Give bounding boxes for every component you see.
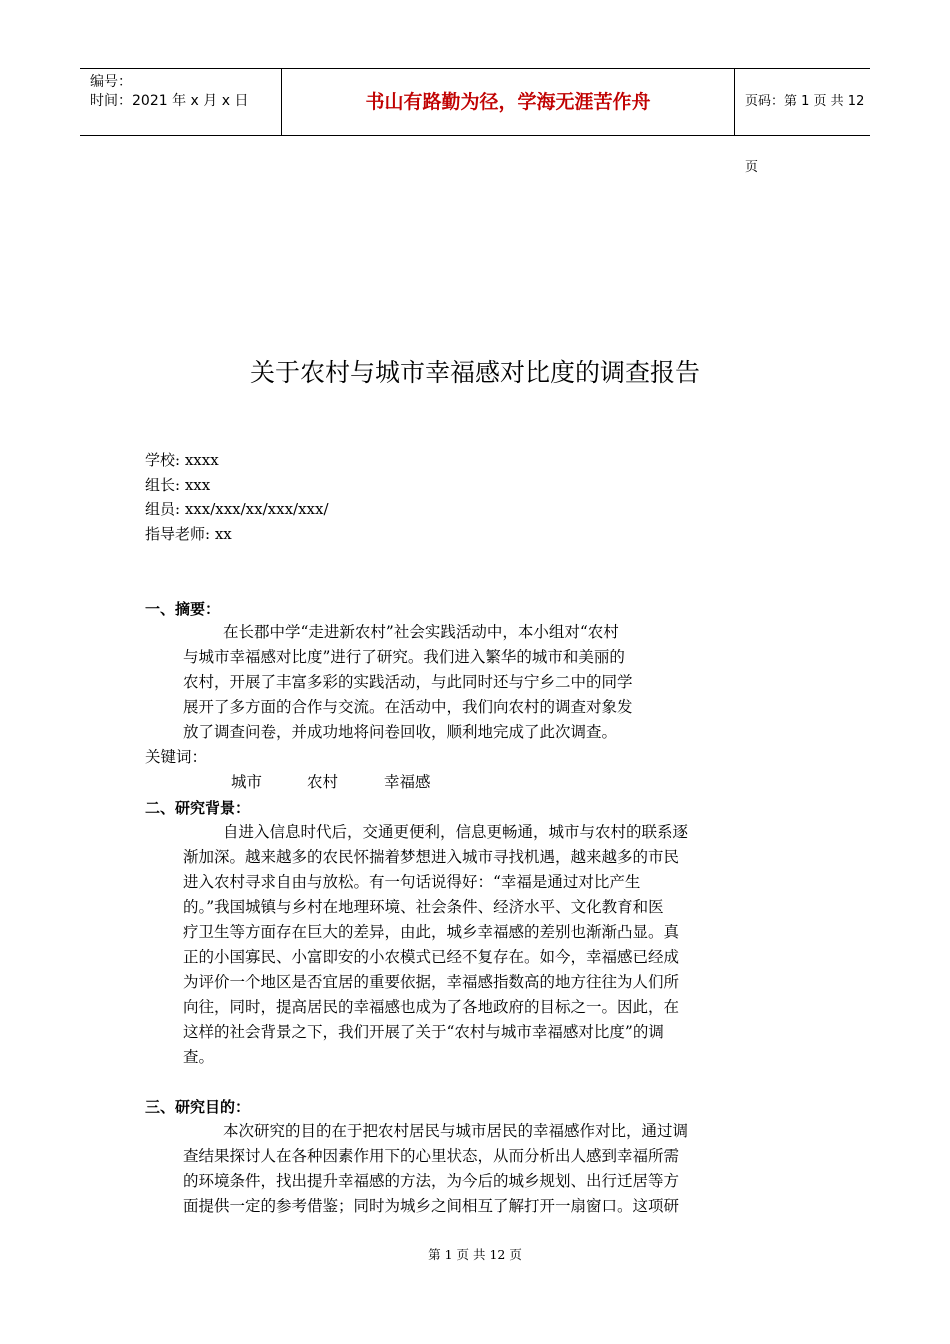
background-heading: 二、研究背景： — [145, 799, 251, 817]
keywords-label: 关键词： — [145, 748, 208, 766]
background-line: 自进入信息时代后，交通更便利，信息更畅通，城市与农村的联系逐 — [223, 823, 689, 841]
page-header — [80, 68, 870, 175]
author-info — [145, 448, 329, 546]
background-line: 的。”我国城镇与乡村在地理环境、社会条件、经济水平、文化教育和医 — [183, 898, 664, 916]
background-line: 进入农村寻求自由与放松。有一句话说得好：“幸福是通过对比产生 — [183, 873, 641, 891]
purpose-line: 面提供一定的参考借鉴；同时为城乡之间相互了解打开一扇窗口。这项研 — [183, 1197, 680, 1215]
school-line: 学校: xxxx — [145, 451, 219, 469]
leader-line: 组长: xxx — [145, 475, 211, 494]
header-left-cell — [80, 69, 281, 135]
header-number-label: 编号： — [90, 74, 132, 90]
background-line: 为评价一个地区是否宜居的重要依据，幸福感指数高的地方往往为人们所 — [183, 973, 680, 991]
purpose-line: 查结果探讨人在各种因素作用下的心里状态，从而分析出人感到幸福所需 — [183, 1147, 680, 1165]
abstract-line: 与城市幸福感对比度”进行了研究。我们进入繁华的城市和美丽的 — [183, 648, 625, 666]
keyword-item: 幸福感 — [384, 773, 431, 791]
abstract-line: 在长郡中学“走进新农村”社会实践活动中，本小组对“农村 — [223, 623, 619, 641]
background-line: 渐加深。越来越多的农民怀揣着梦想进入城市寻找机遇，越来越多的市民 — [183, 848, 680, 866]
background-line: 正的小国寡民、小富即安的小农模式已经不复存在。如今，幸福感已经成 — [183, 948, 680, 966]
header-time-label: 时间：2021 年 x 月 x 日 — [90, 93, 249, 109]
teacher-line: 指导老师: xx — [145, 524, 232, 543]
abstract-line: 农村，开展了丰富多彩的实践活动，与此同时还与宁乡二中的同学 — [183, 673, 633, 691]
header-motto: 书山有路勤为径，学海无涯苦作舟 — [281, 69, 735, 135]
abstract-paragraph — [183, 620, 633, 745]
abstract-line: 放了调查问卷，并成功地将问卷回收，顺利地完成了此次调查。 — [183, 723, 618, 741]
page-footer: 第 1 页 共 12 页 — [428, 1247, 522, 1262]
abstract-line: 展开了多方面的合作与交流。在活动中，我们向农村的调查对象发 — [183, 698, 633, 716]
members-line: 组员: xxx/xxx/xx/xxx/xxx/ — [145, 500, 329, 518]
background-line: 查。 — [183, 1048, 215, 1066]
background-paragraph — [183, 820, 688, 1070]
keyword-item: 城市 — [231, 773, 263, 791]
document-title: 关于农村与城市幸福感对比度的调查报告 — [249, 358, 700, 387]
header-page-info: 页码：第 1 页 共 12 页 — [745, 94, 865, 175]
purpose-line: 的环境条件，找出提升幸福感的方法，为今后的城乡规划、出行迁居等方 — [183, 1172, 680, 1190]
background-line: 这样的社会背景之下，我们开展了关于“农村与城市幸福感对比度”的调 — [183, 1023, 664, 1041]
purpose-heading: 三、研究目的： — [145, 1098, 251, 1116]
background-line: 向往，同时，提高居民的幸福感也成为了各地政府的目标之一。因此，在 — [183, 998, 680, 1016]
abstract-heading: 一、摘要： — [145, 600, 221, 618]
purpose-line: 本次研究的目的在于把农村居民与城市居民的幸福感作对比，通过调 — [223, 1122, 689, 1140]
background-line: 疗卫生等方面存在巨大的差异，由此，城乡幸福感的差别也渐渐凸显。真 — [183, 923, 680, 941]
keyword-item: 农村 — [307, 773, 339, 791]
purpose-paragraph — [183, 1119, 688, 1219]
